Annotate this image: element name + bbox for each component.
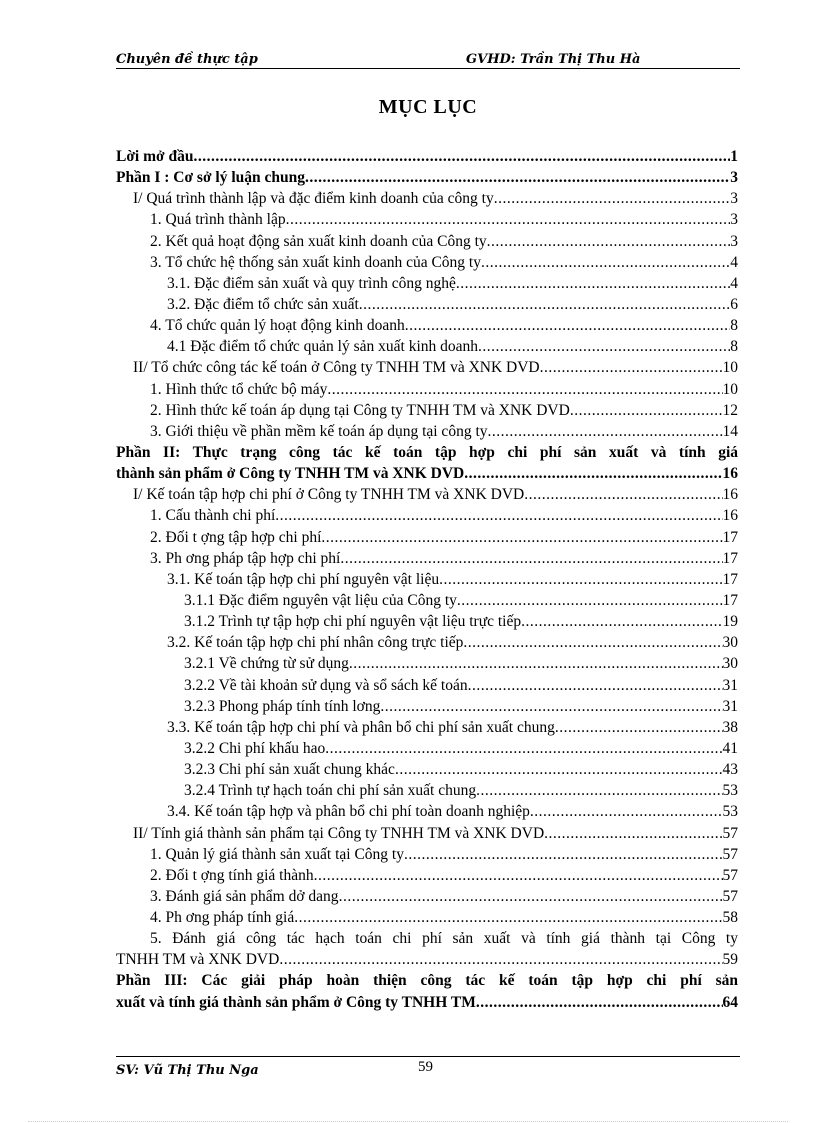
toc-entry-page: 17 — [722, 570, 738, 588]
toc-entry-title: 3.2. Kế toán tập hợp chi phí nhân công trực tiếp — [167, 634, 464, 652]
toc-entry-page: 10 — [722, 359, 738, 377]
toc-entry-page: 57 — [722, 824, 738, 842]
page-bottom-divider — [28, 1121, 788, 1122]
toc-entry-title: 3.1. Đặc điểm sản xuất và quy trình công nghệ — [167, 274, 456, 292]
toc-entry — [116, 379, 738, 400]
toc-entry-title: 2. Hình thức kế toán áp dụng tại Công ty TNHH TM và XNK DVD — [150, 401, 570, 419]
toc-entry — [116, 294, 738, 315]
toc-entry-title: 3.4. Kế toán tập hợp và phân bổ chi phí toàn doanh nghiệp — [167, 803, 530, 821]
toc-entry-page: 57 — [722, 845, 738, 863]
dot-leader — [463, 632, 722, 653]
toc-entry-page: 8 — [730, 317, 738, 335]
dot-leader — [540, 357, 723, 378]
toc-entry-title: 3.1.1 Đặc điểm nguyên vật liệu của Công ty — [184, 591, 457, 609]
dot-leader — [570, 400, 723, 421]
toc-entry — [116, 675, 738, 696]
header-course-label: Chuyên đề thực tập — [116, 52, 258, 67]
dot-leader — [478, 336, 730, 357]
toc-entry-page: 16 — [722, 486, 738, 504]
dot-leader — [294, 907, 722, 928]
toc-entry-title: TNHH TM và XNK DVD — [116, 951, 280, 969]
toc-entry-title: 3.2.2 Chi phí khấu hao — [184, 739, 326, 757]
toc-entry-title: 2. Đối t ợng tập hợp chi phí — [150, 528, 322, 546]
toc-entry — [116, 400, 738, 421]
toc-entry-title: 3.3. Kế toán tập hợp chi phí và phân bổ chi phí sản xuất chung — [167, 718, 555, 736]
toc-entry-title: 1. Hình thức tổ chức bộ máy — [150, 380, 328, 398]
toc-entry-page: 3 — [730, 232, 738, 250]
toc-entry — [116, 209, 738, 230]
dot-leader — [395, 759, 723, 780]
toc-entry-page: 10 — [722, 380, 738, 398]
toc-entry-title: Phần I : Cơ sở lý luận chung — [116, 169, 306, 187]
page-title: MỤC LỤC — [378, 96, 478, 118]
toc-entry-title: 1. Quá trình thành lập — [150, 211, 286, 229]
toc-entry — [116, 886, 738, 907]
dot-leader — [521, 611, 722, 632]
header-advisor-label: GVHD: Trần Thị Thu Hà — [466, 52, 641, 67]
footer-student-label: SV: Vũ Thị Thu Nga — [116, 1063, 259, 1078]
dot-leader — [530, 801, 723, 822]
dot-leader — [286, 209, 731, 230]
toc-entry-title: 1. Quản lý giá thành sản xuất tại Công ty — [150, 845, 404, 863]
dot-leader — [494, 188, 731, 209]
dot-leader — [275, 505, 722, 526]
toc-entry — [116, 167, 738, 188]
toc-entry-page: 30 — [722, 655, 738, 673]
toc-entry — [116, 865, 738, 886]
toc-entry-page: 59 — [722, 951, 738, 969]
toc-entry — [116, 569, 738, 590]
dot-leader — [488, 421, 723, 442]
toc-entry-page: 57 — [722, 866, 738, 884]
dot-leader — [524, 484, 722, 505]
toc-entry — [116, 505, 738, 526]
toc-entry-title: 3.2.1 Về chứng từ sử dụng — [184, 655, 349, 673]
toc-entry — [116, 484, 738, 505]
toc-entry-title-line: 5. Đánh giá công tác hạch toán chi phí sản xuất và tính giá thành tại Công ty — [150, 930, 738, 948]
dot-leader — [544, 823, 722, 844]
toc-entry-title: thành sản phẩm ở Công ty TNHH TM và XNK DVD — [116, 465, 465, 483]
dot-leader — [487, 231, 731, 252]
toc-entry-page: 31 — [722, 676, 738, 694]
toc-entry-page: 30 — [722, 634, 738, 652]
toc-entry-title: 2. Đối t ợng tính giá thành — [150, 866, 314, 884]
toc-entry — [116, 527, 738, 548]
toc-entry-page: 4 — [730, 274, 738, 292]
toc-entry — [116, 801, 738, 822]
toc-entry-page: 12 — [722, 401, 738, 419]
toc-entry-page: 58 — [722, 909, 738, 927]
toc-entry-title: 4. Ph ơng pháp tính giá — [150, 909, 295, 927]
dot-leader — [340, 548, 722, 569]
toc-entry-title: xuất và tính giá thành sản phẩm ở Công ty TNHH TM — [116, 993, 476, 1011]
dot-leader — [325, 738, 722, 759]
toc-entry-title: 3. Ph ơng pháp tập hợp chi phí — [150, 549, 341, 567]
toc-entry-title: I/ Kế toán tập hợp chi phí ở Công ty TNHH TM và XNK DVD — [133, 486, 525, 504]
toc-entry-title: 3.2. Đặc điểm tổ chức sản xuất — [167, 295, 359, 313]
toc-entry-title: 3.1.2 Trình tự tập hợp chi phí nguyên vật liệu trực tiếp — [184, 613, 522, 631]
dot-leader — [439, 569, 722, 590]
toc-entry-title: 3. Giới thiệu về phần mềm kế toán áp dụng tại công ty — [150, 422, 488, 440]
dot-leader — [468, 675, 723, 696]
toc-entry-page: 16 — [722, 465, 738, 483]
toc-entry-title: 3.1. Kế toán tập hợp chi phí nguyên vật liệu — [167, 570, 440, 588]
toc-entry — [116, 463, 738, 484]
toc-entry — [116, 611, 738, 632]
dot-leader — [476, 780, 722, 801]
table-of-contents — [116, 146, 738, 1013]
toc-entry-title: 3.2.2 Về tài khoản sử dụng và sổ sách kế toán — [184, 676, 468, 694]
toc-entry-title: 2. Kết quả hoạt động sản xuất kinh doanh của Công ty — [150, 232, 487, 250]
toc-entry — [116, 252, 738, 273]
toc-entry — [116, 315, 738, 336]
toc-entry-title-line: Phần III: Các giải pháp hoàn thiện công tác kế toán tập hợp chi phí sản — [116, 972, 738, 990]
toc-entry — [116, 146, 738, 167]
dot-leader — [456, 273, 730, 294]
toc-entry — [116, 632, 738, 653]
toc-entry-page: 38 — [722, 718, 738, 736]
dot-leader — [305, 167, 730, 188]
dot-leader — [359, 294, 730, 315]
toc-entry-title: 1. Cấu thành chi phí — [150, 507, 276, 525]
toc-entry-page: 41 — [722, 739, 738, 757]
toc-entry-title: II/ Tính giá thành sản phẩm tại Công ty TNHH TM và XNK DVD — [133, 824, 545, 842]
toc-entry-title: 3.2.3 Phong pháp tính tính lơng — [184, 697, 381, 715]
toc-entry — [116, 738, 738, 759]
dot-leader — [404, 844, 723, 865]
toc-entry-title: I/ Quá trình thành lập và đặc điểm kinh doanh của công ty — [133, 190, 494, 208]
toc-entry — [116, 907, 738, 928]
toc-entry — [116, 780, 738, 801]
toc-entry-page: 17 — [722, 591, 738, 609]
toc-entry-page: 4 — [730, 253, 738, 271]
toc-entry — [116, 696, 738, 717]
toc-entry-page: 16 — [722, 507, 738, 525]
toc-entry-page: 14 — [722, 422, 738, 440]
dot-leader — [314, 865, 723, 886]
dot-leader — [405, 315, 730, 336]
toc-entry-title: 4.1 Đặc điểm tổ chức quản lý sản xuất kinh doanh — [167, 338, 479, 356]
page-footer — [116, 1056, 740, 1087]
dot-leader — [380, 696, 722, 717]
toc-entry — [116, 844, 738, 865]
toc-entry — [116, 949, 738, 970]
toc-entry — [116, 273, 738, 294]
dot-leader — [321, 527, 722, 548]
dot-leader — [457, 590, 723, 611]
toc-entry-title: 4. Tổ chức quản lý hoạt động kinh doanh — [150, 317, 405, 335]
toc-entry — [116, 590, 738, 611]
toc-entry-page: 31 — [722, 697, 738, 715]
toc-entry-page: 17 — [722, 549, 738, 567]
dot-leader — [339, 886, 723, 907]
toc-entry-title: 3.2.4 Trình tự hạch toán chi phí sản xuất chung — [184, 782, 477, 800]
toc-entry-page: 64 — [722, 993, 738, 1011]
toc-entry — [116, 759, 738, 780]
toc-entry-title-line: Phần II: Thực trạng công tác kế toán tập hợp chi phí sản xuất và tính giá — [116, 443, 738, 461]
dot-leader — [481, 252, 730, 273]
dot-leader — [349, 653, 723, 674]
page-number: 59 — [418, 1059, 433, 1075]
toc-entry — [116, 717, 738, 738]
page-header — [116, 48, 740, 69]
dot-leader — [193, 146, 730, 167]
toc-entry — [116, 823, 738, 844]
dot-leader — [476, 992, 723, 1013]
toc-entry-title: 3.2.3 Chi phí sản xuất chung khác — [184, 761, 395, 779]
dot-leader — [464, 463, 722, 484]
toc-entry-title: II/ Tổ chức công tác kế toán ở Công ty TNHH TM và XNK DVD — [133, 359, 540, 377]
toc-entry-title: 3. Tổ chức hệ thống sản xuất kinh doanh của Công ty — [150, 253, 481, 271]
toc-entry-title: Lời mở đầu — [116, 148, 194, 165]
toc-entry — [116, 188, 738, 209]
toc-entry — [116, 336, 738, 357]
toc-entry-page: 3 — [730, 190, 738, 208]
toc-entry-page: 3 — [730, 211, 738, 229]
dot-leader — [555, 717, 723, 738]
toc-entry-page: 6 — [730, 295, 738, 313]
dot-leader — [327, 379, 722, 400]
toc-entry-page: 8 — [730, 338, 738, 356]
toc-entry-page: 1 — [730, 148, 738, 165]
toc-entry — [116, 548, 738, 569]
toc-entry-page: 53 — [722, 803, 738, 821]
dot-leader — [279, 949, 722, 970]
toc-entry-page: 43 — [722, 761, 738, 779]
toc-entry-page: 17 — [722, 528, 738, 546]
toc-entry — [116, 653, 738, 674]
toc-entry-page: 57 — [722, 887, 738, 905]
toc-entry — [116, 357, 738, 378]
toc-entry-title: 3. Đánh giá sản phẩm dở dang — [150, 887, 339, 905]
toc-entry — [116, 992, 738, 1013]
toc-entry-page: 19 — [722, 613, 738, 631]
toc-entry — [116, 231, 738, 252]
toc-entry — [116, 421, 738, 442]
toc-entry-page: 3 — [730, 169, 738, 187]
toc-entry-page: 53 — [722, 782, 738, 800]
